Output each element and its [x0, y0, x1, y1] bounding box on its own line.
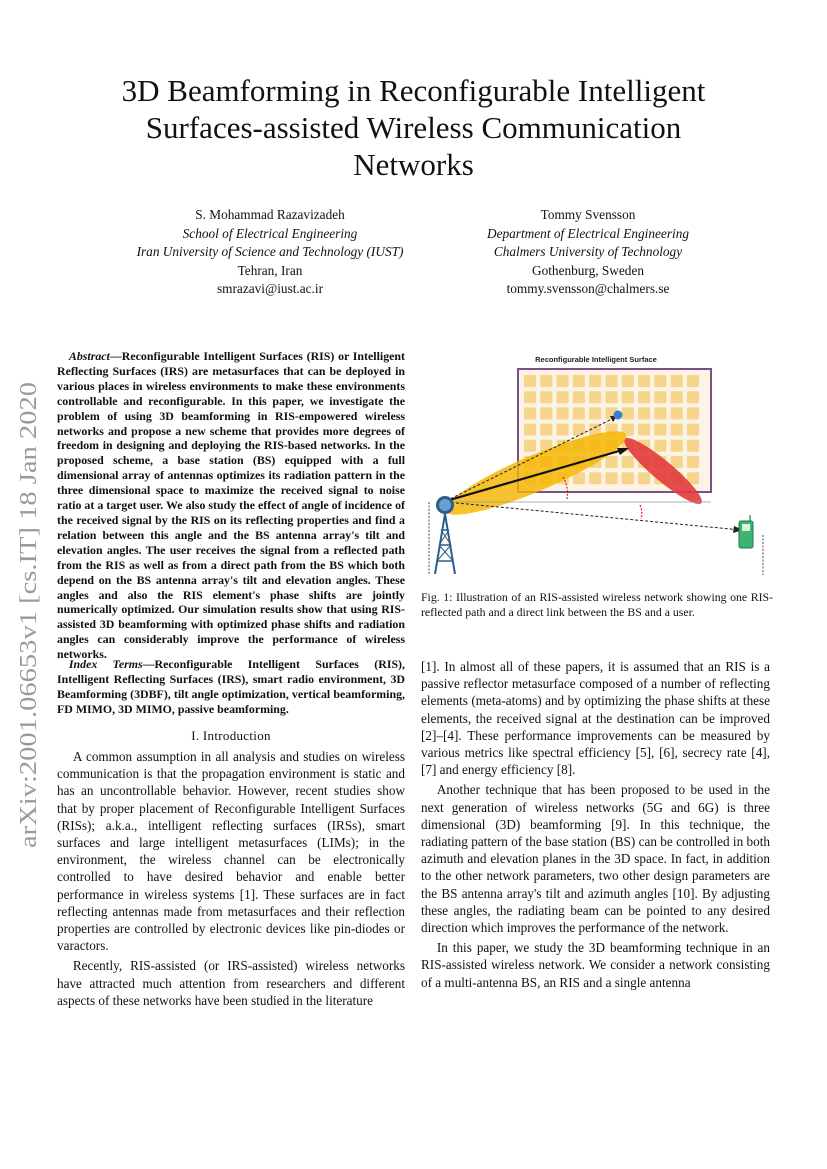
- ris-element: [687, 391, 699, 403]
- ris-element: [557, 375, 569, 387]
- abstract-text: —Reconfigurable Intelligent Surfaces (RIS) or Intelligent Reflecting Surfaces (IRS) are metasurfaces that can be deployed in various places in wireless environments to make these environments controllable and reconfigurable. In this paper, we investigate the problem of using 3D beamforming in RIS-empowered wireless networks and propose a new scheme that provides more degrees of freedom in designing and deploying the RIS-based networks. In the proposed scheme, a base station (BS) equipped with a full dimensional array of antennas optimizes its radiation pattern in the three dimensional space to maximize the received signal to noise ratio at a target user. We also study the effect of angle of incidence of the received signal by the RIS on its reflecting properties and find a relation between this angle and the BS antenna array's tilt and elevation angles. The user receives the signal from a reflected path from the RIS as well as from a direct path from the BS which both depend on the BS antenna array's tilt and elevation angles. These angles and also the RIS element's phase shifts are jointly numerically optimized. Our simulation results show that using RIS-assisted 3D beamforming with optimized phase shifts and radiation angles can considerably improve the performance of wireless networks.: [57, 349, 405, 662]
- ris-element: [524, 407, 536, 419]
- ris-element: [638, 407, 650, 419]
- ris-element: [687, 456, 699, 468]
- author-email: smrazavi@iust.ac.ir: [216, 281, 324, 296]
- abstract: [57, 349, 405, 662]
- ris-element: [540, 407, 552, 419]
- paper-title: [60, 72, 767, 183]
- paragraph: Recently, RIS-assisted (or IRS-assisted) wireless networks have attracted much attention from researchers and different aspects of these networks have been studied in the literature: [57, 958, 405, 1008]
- ris-element: [687, 440, 699, 452]
- user-phone-icon: [739, 515, 753, 548]
- figure-caption: Fig. 1: Illustration of an RIS-assisted wireless network showing one RIS-reflected path and a direct link between the BS and a user.: [421, 590, 773, 620]
- ris-element: [687, 424, 699, 436]
- ris-element: [557, 424, 569, 436]
- ris-element: [589, 375, 601, 387]
- ris-element: [622, 375, 634, 387]
- base-station-tower: [435, 496, 455, 574]
- ris-element: [524, 391, 536, 403]
- ris-element: [524, 440, 536, 452]
- ris-element: [573, 391, 585, 403]
- author-block: [100, 206, 440, 299]
- ris-element: [671, 440, 683, 452]
- figure-label: Reconfigurable Intelligent Surface: [535, 355, 657, 364]
- author-inst: Chalmers University of Technology: [493, 244, 683, 259]
- section-heading: I. Introduction: [191, 728, 271, 743]
- index-terms-lead: Index Terms: [68, 657, 143, 671]
- author-name: Tommy Svensson: [540, 207, 636, 222]
- ris-element: [573, 407, 585, 419]
- author-email: tommy.svensson@chalmers.se: [506, 281, 670, 296]
- ris-element: [540, 424, 552, 436]
- author-loc: Tehran, Iran: [237, 262, 303, 278]
- ris-element: [654, 375, 666, 387]
- title-line: Networks: [353, 147, 474, 182]
- ris-element: [524, 424, 536, 436]
- arxiv-stamp: [6, 380, 46, 850]
- ris-element: [589, 472, 601, 484]
- ris-element: [557, 391, 569, 403]
- ris-element: [606, 456, 618, 468]
- ris-element: [638, 472, 650, 484]
- ris-element: [622, 407, 634, 419]
- ris-element: [573, 375, 585, 387]
- index-terms: [57, 657, 405, 717]
- ris-element: [622, 456, 634, 468]
- author-inst: Iran University of Science and Technology (IUST): [136, 244, 404, 259]
- ris-element: [638, 375, 650, 387]
- author-dept: School of Electrical Engineering: [182, 225, 358, 241]
- angle-marker: [640, 505, 642, 519]
- title-line: Surfaces-assisted Wireless Communication: [145, 110, 682, 145]
- author-block: [450, 206, 726, 299]
- ris-element: [671, 424, 683, 436]
- left-column-body: [57, 748, 405, 1012]
- ris-element: [671, 391, 683, 403]
- ris-element: [540, 375, 552, 387]
- ris-element: [622, 472, 634, 484]
- ris-element: [654, 424, 666, 436]
- ris-element: [524, 375, 536, 387]
- title-line: 3D Beamforming in Reconfigurable Intelligent: [121, 73, 706, 108]
- author-loc: Gothenburg, Sweden: [531, 262, 645, 278]
- ris-element: [671, 375, 683, 387]
- paragraph: A common assumption in all analysis and studies on wireless communication is that the propagation environment is static and has an uncontrollable behavior. However, recent studies show that by proper placement of Reconfigurable Intelligent Surfaces (RISs); a.k.a., intelligent reflecting surfaces (IRSs), smart surfaces and large intelligent metasurfaces (LIMs); in the environment, the wireless channel can be electronically controlled to have desired behavior and enable better performance in wireless systems [1]. These surfaces are in fact reflecting antennas made from metasurfaces and their reflection properties are controlled by electronic devices like pin-diodes or varactors.: [57, 749, 405, 954]
- ris-element: [638, 391, 650, 403]
- ris-element: [589, 407, 601, 419]
- ris-element: [589, 391, 601, 403]
- ris-element: [638, 424, 650, 436]
- index-terms-text: —Reconfigurable Intelligent Surfaces (RIS), Intelligent Reflecting Surfaces (IRS), smart radio environment, 3D Beamforming (3DBF), tilt angle optimization, vertical beamforming, FD MIMO, 3D MIMO, passive beamforming.: [57, 657, 405, 716]
- paragraph: [1]. In almost all of these papers, it is assumed that an RIS is a passive reflector metasurface composed of a number of reflecting elements (meta-atoms) and by optimizing the phase shifts at these elements, the received signal at the destination can be improved [2]–[4]. These performance improvements can be measured by various metrics like spectral efficiency [5], [6], secrecy rate [4], [7] and energy efficiency [8].: [421, 659, 770, 778]
- ris-element: [622, 391, 634, 403]
- ris-element: [654, 391, 666, 403]
- author-name: S. Mohammad Razavizadeh: [195, 207, 345, 222]
- ris-element: [606, 391, 618, 403]
- ris-element: [540, 391, 552, 403]
- svg-text:arXiv:2001.06653v1 [cs.IT] 1: arXiv:2001.06653v1 [cs.IT] 18 Jan 2020: [16, 456, 42, 848]
- figure-1: [421, 349, 770, 581]
- ris-element: [557, 407, 569, 419]
- ris-target-point: [614, 411, 623, 420]
- abstract-lead: Abstract: [68, 349, 110, 363]
- ris-element: [606, 375, 618, 387]
- paragraph: Another technique that has been proposed to be used in the next generation of wireless networks (5G and 6G) is three dimensional (3D) beamforming [9]. In this technique, the radiating pattern of the base station (BS) can be controlled in both azimuth and elevation planes in the 3D space. In fact, in addition to the other network parameters, two other design parameters are the BS antenna array's tilt and azimuth angles [10]. By adjusting these angles, the radiating beam can be pointed to any desired direction which improves the performance of the network.: [421, 782, 770, 936]
- ris-element: [654, 440, 666, 452]
- ris-element: [687, 375, 699, 387]
- ris-element: [606, 472, 618, 484]
- ris-element: [654, 407, 666, 419]
- paragraph: In this paper, we study the 3D beamforming technique in an RIS-assisted wireless network. We consider a network consisting of a multi-antenna BS, an RIS and a single antenna: [421, 940, 770, 990]
- ris-element: [687, 407, 699, 419]
- ris-element: [671, 407, 683, 419]
- author-dept: Department of Electrical Engineering: [487, 225, 689, 241]
- right-column-body: [421, 658, 770, 994]
